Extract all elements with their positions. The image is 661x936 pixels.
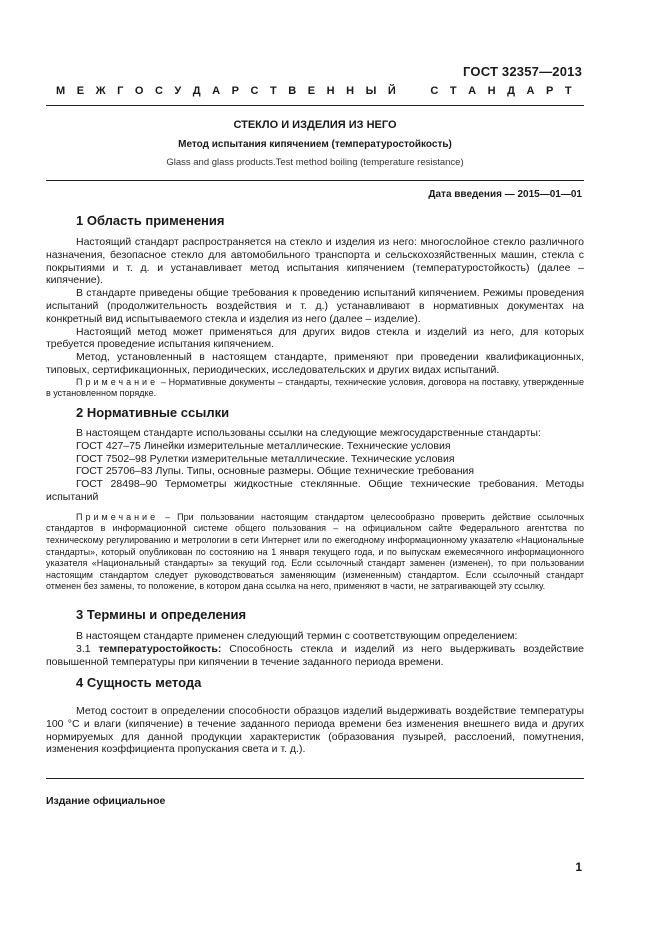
section-4-heading: 4 Сущность метода (76, 675, 202, 690)
banner-letter: Н (326, 85, 335, 97)
reference-item: ГОСТ 25706–83 Лупы. Типы, основные размеры. Общие технические требования (76, 465, 475, 478)
header-rule (46, 105, 584, 106)
section-2-heading: 2 Нормативные ссылки (76, 405, 230, 420)
banner-letter: Н (346, 85, 355, 97)
paragraph: В настоящем стандарте использованы ссылки на следующие межгосударственные стандарты: (76, 427, 541, 439)
term-number: 3.1 (76, 642, 99, 655)
effective-date: Дата введения — 2015—01—01 (428, 189, 582, 200)
section-4-body (46, 705, 584, 756)
banner-letter: Ы (365, 85, 377, 97)
banner-letter: Е (76, 85, 85, 97)
banner-letter: Г (117, 85, 124, 97)
paragraph: В настоящем стандарте применен следующий термин с соответствующим определением: (76, 630, 518, 642)
banner-letter: С (250, 85, 259, 97)
note-text: – При пользовании настоящим стандартом целесообразно проверить действие ссылочных стандартов в информационной системе общего пользования – на официальном сайте Федерального агентства по техническому регулированию и метрологии в сети Интернет или по ежегодному информационному указателю «Национальные стандарты», который опубликован по состоянию на 1 января текущего года, и по выпускам ежемесячного информационного указателя «Национальный стандарты» за текущий год. Если ссылочный стандарт заменен (изменен), то при пользовании настоящим стандартом следует руководствоваться заменяющим (измененным) стандартом. Если ссылочный стандарт отменен без замены, то положение, в котором дана ссылка на него, применяют в части, не затрагивающей эту ссылку. (46, 511, 584, 592)
note-label: Примечание (76, 511, 159, 522)
reference-item: ГОСТ 427–75 Линейки измерительные металлические. Технические условия (76, 439, 451, 452)
banner-letter: С (154, 85, 163, 97)
document-subtitle: Метод испытания кипячением (температуростойкость) (178, 139, 452, 150)
banner-letter: Ж (95, 85, 106, 97)
banner-letter: Д (192, 85, 201, 97)
reference-item: ГОСТ 28498–90 Термометры жидкостные стеклянные. Общие технические требования. Методы испытаний (46, 478, 584, 503)
banner-letter: М (56, 85, 66, 97)
standard-banner (56, 85, 572, 97)
banner-letter: Е (307, 85, 316, 97)
section-3-heading: 3 Термины и определения (76, 607, 247, 622)
paragraph: В стандарте приведены общие требования к проведению испытаний кипячением. Режимы проведения испытаний (продолжительность воздействия и т. д.) устанавливают в нормативных документах на конкретный вид испытываемого стекла и изделия из него (далее – изделие). (46, 287, 584, 325)
note-label: Примечание (76, 376, 159, 387)
publication-note: Издание официальное (46, 795, 166, 807)
reference-item: ГОСТ 7502–98 Рулетки измерительные металлические. Технические условия (76, 452, 455, 465)
title-rule (46, 180, 584, 181)
term: температуростойкость: (98, 642, 222, 655)
banner-letter: Т (270, 85, 277, 97)
note (46, 512, 584, 593)
section-1-body (46, 236, 584, 400)
definition-text: Способность стекла и изделий из него выдерживать воздействие повышенной температуры при кипячении в течение заданного периода времени. (46, 642, 585, 668)
section-1-heading: 1 Область применения (76, 213, 225, 228)
footer-rule (46, 778, 584, 779)
banner-letter: Р (231, 85, 239, 97)
banner-letter: А (468, 85, 477, 97)
paragraph: Настоящий метод может применяться для других видов стекла и изделий из него, для которых требуется проведение испытания кипячением. (46, 325, 584, 351)
note-text: – Нормативные документы – стандарты, технические условия, договора на поставку, утвержденные в установленном порядке. (46, 376, 584, 399)
banner-letter: О (134, 85, 144, 97)
banner-letter: С (430, 85, 439, 97)
term-definition (46, 643, 584, 669)
page-number: 1 (575, 860, 582, 874)
banner-letter: Т (564, 85, 572, 97)
banner-letter: У (174, 85, 182, 97)
banner-letter: В (288, 85, 297, 97)
banner-letter: А (212, 85, 221, 97)
banner-letter: Й (387, 85, 396, 97)
paragraph: Настоящий стандарт распространяется на стекло и изделия из него: многослойное стекло различного назначения, безопасное стекло для автомобильного транспорта и сельскохозяйственных машин, стекла с покрытиями и т. д. и устанавливает метод испытания кипячением (температуростойкость) (далее – кипячение). (46, 236, 584, 287)
section-3-body (46, 630, 584, 668)
paragraph: Метод, установленный в настоящем стандарте, применяют при проведении квалификационных, типовых, сертификационных, периодических, исследовательских и других видах испытаний. (46, 351, 584, 376)
document-title: СТЕКЛО И ИЗДЕЛИЯ ИЗ НЕГО (233, 119, 397, 131)
banner-letter: Т (449, 85, 457, 97)
banner-letter: Н (487, 85, 496, 97)
document-number: ГОСТ 32357—2013 (463, 64, 582, 79)
paragraph: Метод состоит в определении способности образцов изделий выдерживать воздействие температуры 100 °С и влаги (кипячение) в течение заданного периода времени без изменения внешнего вида и других нормируемых для данной продукции характеристик (образования пузырей, расслоений, помутнения, изменения коэффициента пропускания света и т. д.). (46, 705, 584, 756)
banner-letter: А (526, 85, 535, 97)
banner-letter: Д (507, 85, 515, 97)
note (46, 377, 584, 400)
english-title: Glass and glass products.Test method boiling (temperature resistance) (166, 157, 464, 168)
banner-letter: Р (546, 85, 554, 97)
section-2-body (46, 427, 584, 593)
